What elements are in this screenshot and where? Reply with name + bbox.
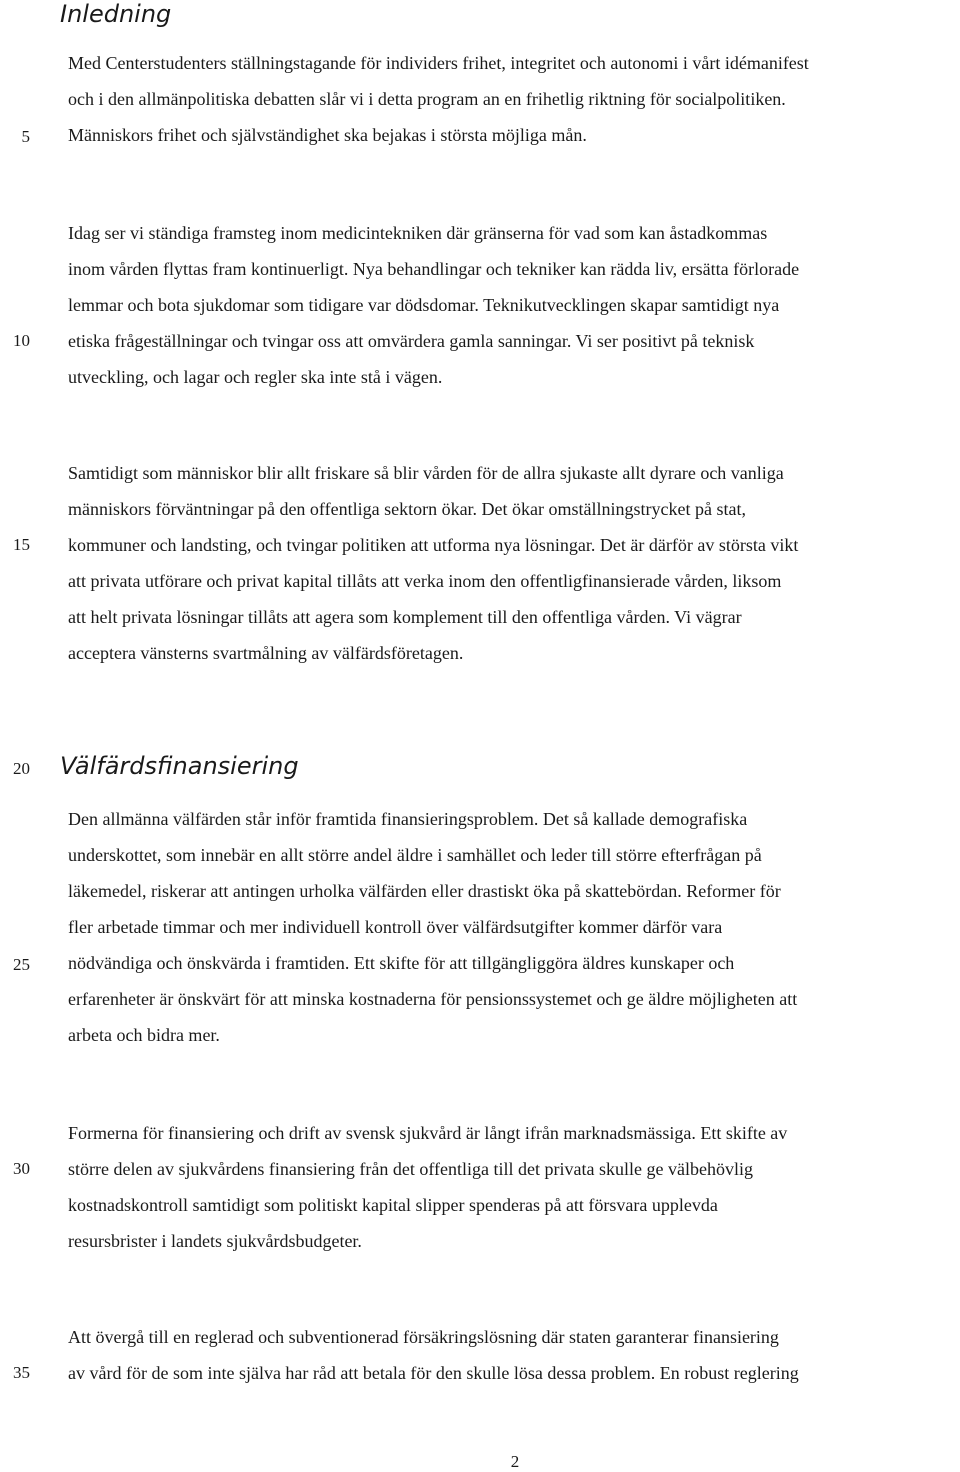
- text-line: underskottet, som innebär en allt större andel äldre i samhället och leder till större efterfrågan på: [68, 845, 762, 865]
- text-line: etiska frågeställningar och tvingar oss att omvärdera gamla sanningar. Vi ser positivt på teknisk: [68, 331, 755, 351]
- text-line: utveckling, och lagar och regler ska inte stå i vägen.: [68, 367, 443, 387]
- margin-line-number: 25: [13, 955, 30, 974]
- margin-line-number: 30: [13, 1159, 30, 1178]
- text-line: Den allmänna välfärden står inför framtida finansieringsproblem. Det så kallade demografiska: [68, 809, 748, 829]
- text-line: att privata utförare och privat kapital tillåts att verka inom den offentligfinansierade vården, liksom: [68, 571, 782, 591]
- text-line: acceptera vänsterns svartmålning av välfärdsföretagen.: [68, 643, 464, 663]
- text-line: kommuner och landsting, och tvingar politiken att utforma nya lösningar. Det är därför av största vikt: [68, 535, 799, 555]
- text-line: erfarenheter är önskvärt för att minska kostnaderna för pensionssystemet och ge äldre möjligheten att: [68, 989, 798, 1009]
- text-line: Formerna för finansiering och drift av svensk sjukvård är långt ifrån marknadsmässiga. Ett skifte av: [68, 1123, 788, 1143]
- text-line: Idag ser vi ständiga framsteg inom medicintekniken där gränserna för vad som kan åstadkommas: [68, 223, 768, 243]
- text-line: kostnadskontroll samtidigt som politiskt kapital slipper spenderas på att försvara upplevda: [68, 1195, 718, 1215]
- text-line: Människors frihet och självständighet ska bejakas i största möjliga mån.: [68, 125, 587, 145]
- text-line: läkemedel, riskerar att antingen urholka välfärden eller drastiskt öka på skattebördan. Reformer för: [68, 881, 781, 901]
- text-line: arbeta och bidra mer.: [68, 1025, 220, 1045]
- text-line: människors förväntningar på den offentliga sektorn ökar. Det ökar omställningstrycket på stat,: [68, 499, 746, 519]
- text-line: Att övergå till en reglerad och subventionerad försäkringslösning där staten garanterar finansiering: [68, 1327, 779, 1347]
- text-line: nödvändiga och önskvärda i framtiden. Ett skifte för att tillgängliggöra äldres kunskaper och: [68, 953, 735, 973]
- margin-line-number: 20: [13, 759, 30, 778]
- margin-line-number: 15: [13, 535, 30, 554]
- text-line: av vård för de som inte själva har råd att betala för den skulle lösa dessa problem. En robust reglering: [68, 1363, 799, 1383]
- margin-line-number: 5: [21, 127, 30, 146]
- page-number: 2: [510, 1452, 520, 1471]
- text-line: fler arbetade timmar och mer individuell kontroll över välfärdsutgifter kommer därför vara: [68, 917, 723, 937]
- text-line: och i den allmänpolitiska debatten slår vi i detta program an en frihetlig riktning för socialpolitiken.: [68, 89, 786, 109]
- text-line: att helt privata lösningar tillåts att agera som komplement till den offentliga vården. Vi vägrar: [68, 607, 742, 627]
- margin-line-number: 10: [13, 331, 30, 350]
- text-line: Samtidigt som människor blir allt friskare så blir vården för de allra sjukaste allt dyrare och vanliga: [68, 463, 784, 483]
- text-line: resursbrister i landets sjukvårdsbudgeter.: [68, 1231, 362, 1251]
- section-heading-welfare-financing: Välfärdsfinansiering: [60, 752, 299, 780]
- text-line: större delen av sjukvårdens finansiering från det offentliga till det privata skulle ge välbehövlig: [68, 1159, 753, 1179]
- section-heading-intro: Inledning: [60, 0, 172, 28]
- text-line: Med Centerstudenters ställningstagande för individers frihet, integritet och autonomi i vårt idémanifest: [68, 53, 809, 73]
- text-line: lemmar och bota sjukdomar som tidigare var dödsdomar. Teknikutvecklingen skapar samtidigt nya: [68, 295, 780, 315]
- margin-line-number: 35: [13, 1363, 30, 1382]
- text-line: inom vården flyttas fram kontinuerligt. Nya behandlingar och tekniker kan rädda liv, ersätta förlorade: [68, 259, 800, 279]
